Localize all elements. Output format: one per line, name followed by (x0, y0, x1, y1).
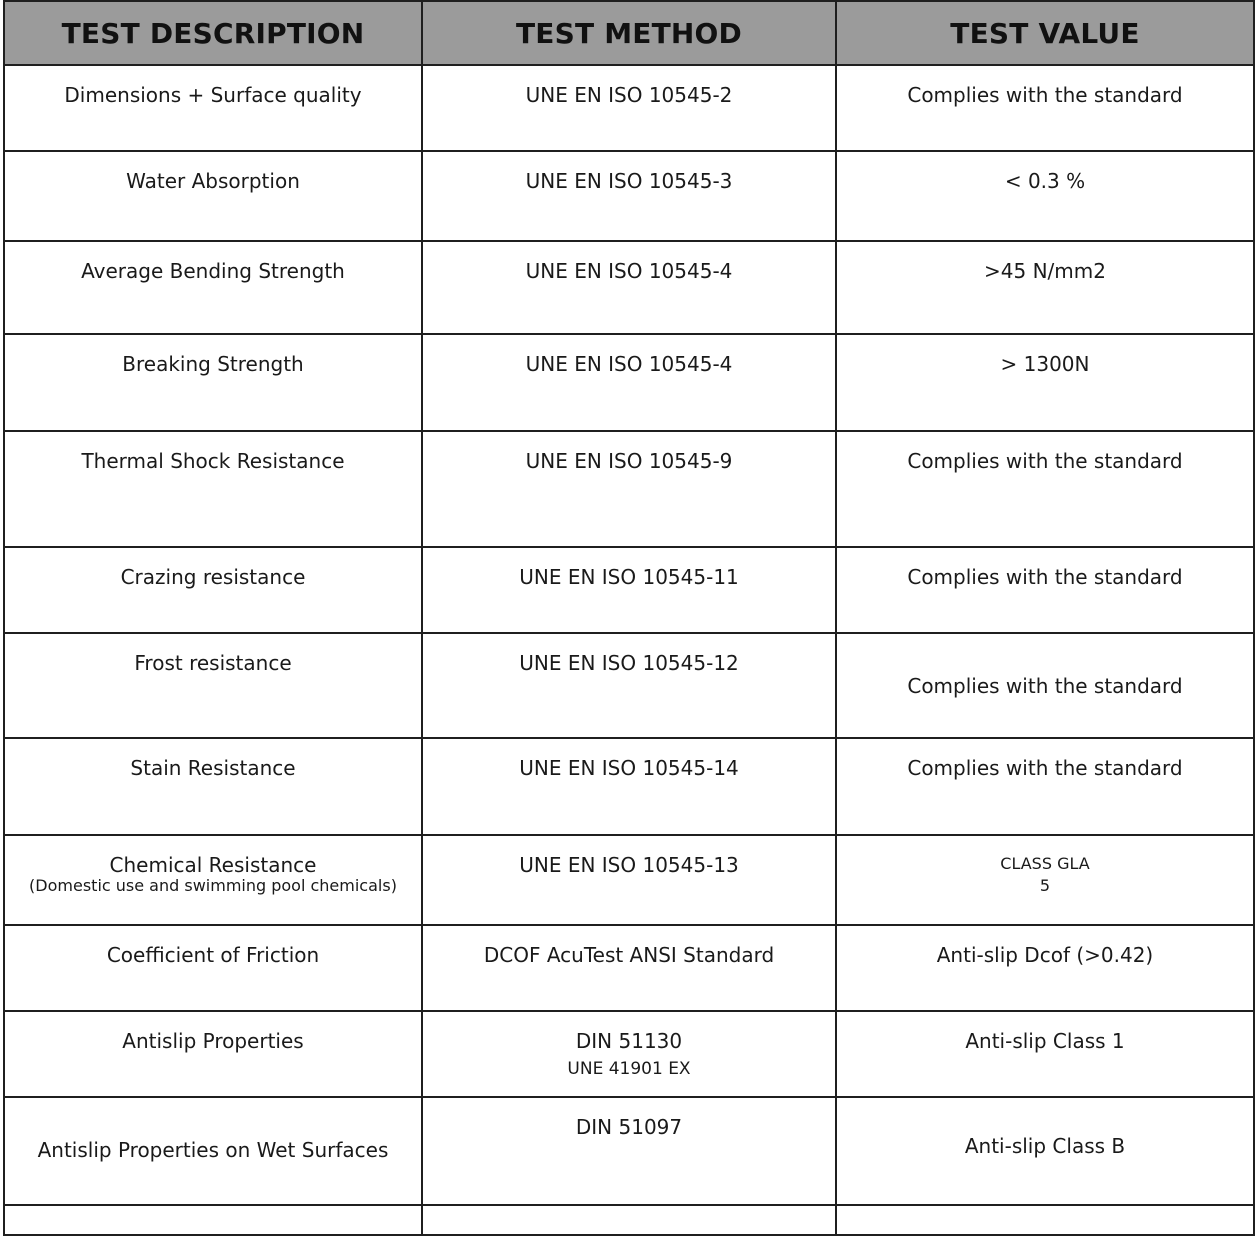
table-row (4, 65, 1254, 151)
row-description: Stain Resistance (4, 738, 422, 835)
row-description: Water Absorption (4, 151, 422, 241)
table-row (4, 334, 1254, 431)
header-test-value: TEST VALUE (836, 1, 1254, 65)
value-line-1: CLASS GLA (1000, 854, 1090, 873)
row-method: DCOF AcuTest ANSI Standard (422, 925, 836, 1011)
method-line-2: UNE 41901 EX (567, 1059, 691, 1079)
row-value: > 1300N (836, 334, 1254, 431)
row-value: >45 N/mm2 (836, 241, 1254, 334)
table-row (4, 738, 1254, 835)
row-method: UNE EN ISO 10545-3 (422, 151, 836, 241)
table-row (4, 1097, 1254, 1205)
row-method: UNE EN ISO 10545-14 (422, 738, 836, 835)
row-description: Coefficient of Friction (4, 925, 422, 1011)
row-description: Antislip Properties on Wet Surfaces (4, 1097, 422, 1205)
row-value: Complies with the standard (836, 65, 1254, 151)
table-header-row (4, 1, 1254, 65)
row-value: Complies with the standard (836, 431, 1254, 547)
row-value: Complies with the standard (836, 738, 1254, 835)
row-description: Thermal Shock Resistance (4, 431, 422, 547)
table-row (4, 835, 1254, 925)
table-row (4, 633, 1254, 738)
table-row (4, 431, 1254, 547)
description-main: Chemical Resistance (109, 853, 317, 877)
row-value: Anti-slip Class B (836, 1097, 1254, 1205)
method-line-1: DIN 51130 (575, 1029, 683, 1053)
row-description: Average Bending Strength (4, 241, 422, 334)
row-value: Complies with the standard (836, 633, 1254, 738)
row-method (422, 1011, 836, 1097)
row-method: UNE EN ISO 10545-13 (422, 835, 836, 925)
row-value: < 0.3 % (836, 151, 1254, 241)
row-description: Frost resistance (4, 633, 422, 738)
row-value: Anti-slip Class 1 (836, 1011, 1254, 1097)
value-line-2: 5 (1039, 876, 1051, 895)
row-description: Antislip Properties (4, 1011, 422, 1097)
test-results-table (3, 0, 1255, 1236)
table-row (4, 151, 1254, 241)
table-row (4, 1011, 1254, 1097)
row-description: Dimensions + Surface quality (4, 65, 422, 151)
table-row (4, 241, 1254, 334)
row-method: DIN 51097 (422, 1097, 836, 1205)
table-row (4, 547, 1254, 633)
row-value: Complies with the standard (836, 547, 1254, 633)
table-row (4, 925, 1254, 1011)
row-description: Breaking Strength (4, 334, 422, 431)
row-method: UNE EN ISO 10545-11 (422, 547, 836, 633)
row-method: UNE EN ISO 10545-4 (422, 334, 836, 431)
description-sub: (Domestic use and swimming pool chemicals) (29, 876, 397, 895)
row-value (836, 835, 1254, 925)
row-method: UNE EN ISO 10545-12 (422, 633, 836, 738)
header-test-method: TEST METHOD (422, 1, 836, 65)
row-method: UNE EN ISO 10545-9 (422, 431, 836, 547)
row-method: UNE EN ISO 10545-4 (422, 241, 836, 334)
row-description: Crazing resistance (4, 547, 422, 633)
row-method: UNE EN ISO 10545-2 (422, 65, 836, 151)
row-value: Anti-slip Dcof (>0.42) (836, 925, 1254, 1011)
header-test-description: TEST DESCRIPTION (4, 1, 422, 65)
row-description (4, 835, 422, 925)
